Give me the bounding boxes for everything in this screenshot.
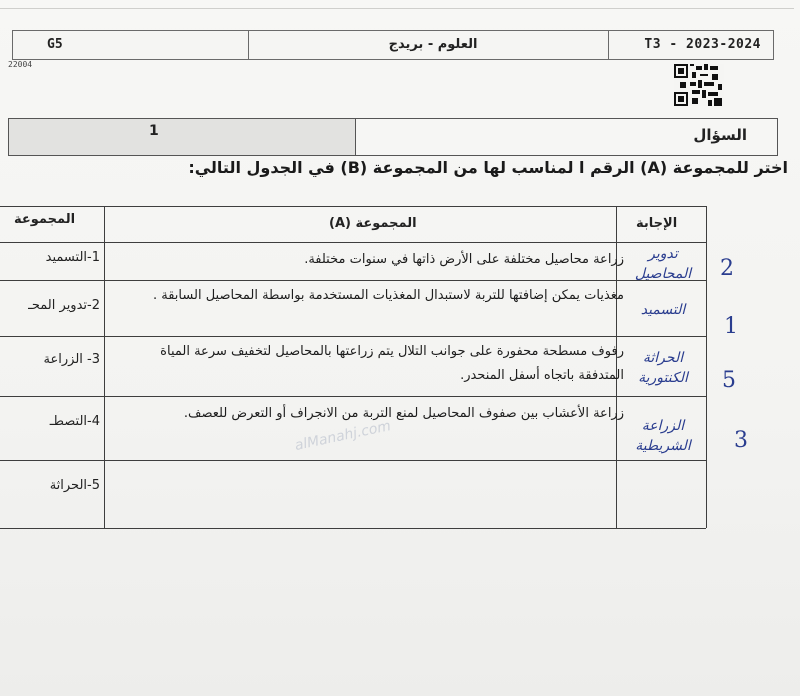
table-line xyxy=(0,460,706,461)
table-line xyxy=(104,206,105,528)
handwritten-answer: التسميد xyxy=(640,302,686,318)
header-divider xyxy=(248,31,249,59)
term-label: T3 - 2023-2024 xyxy=(644,37,761,52)
table-line xyxy=(0,396,706,397)
group-b-item: 3- الزراعة xyxy=(43,352,100,367)
group-b-item: 1-التسميد xyxy=(45,250,100,265)
table-line xyxy=(0,528,706,529)
group-a-item: مغذيات يمكن إضافتها للتربة لاستبدال المغذيات المستخدمة بواسطة المحاصيل السابقة . xyxy=(153,288,624,303)
handwritten-number: 5 xyxy=(722,368,736,393)
question-number: 1 xyxy=(149,123,159,139)
question-label: السؤال xyxy=(693,126,747,144)
header-divider xyxy=(608,31,609,59)
watermark: alManahj.com xyxy=(293,418,393,454)
group-a-item: رفوف مسطحة محفورة على جوانب التلال يتم زراعتها بالمحاصيل لتخفيف سرعة المياة المتدفقة باتجاه أسفل المنحدر. xyxy=(160,344,624,383)
exam-header xyxy=(12,30,774,60)
table-line xyxy=(0,336,706,337)
question-number-cell xyxy=(9,119,356,155)
group-b-item: 5-الحراثة xyxy=(49,478,100,493)
group-a-item: زراعة محاصيل مختلفة على الأرض ذاتها في سنوات مختلفة. xyxy=(304,252,624,267)
handwritten-answer: الحراثة الكنتورية xyxy=(638,350,688,386)
handwritten-number: 2 xyxy=(720,256,734,281)
handwritten-answer: تدوير المحاصيل xyxy=(634,246,692,282)
group-b-item: 2-تدوير المحـ xyxy=(28,298,100,313)
question-instruction: اختر للمجموعة (A) الرقم ا لمناسب لها من المجموعة (B) في الجدول التالي: xyxy=(188,158,788,177)
group-a-item: زراعة الأعشاب بين صفوف المحاصيل لمنع التربة من الانجراف أو التعرض للعصف. xyxy=(183,406,624,421)
grade-label: G5 xyxy=(47,37,63,52)
subject-label: العلوم - بريدج xyxy=(388,37,478,52)
question-header xyxy=(8,118,778,156)
column-header-group-b: المجموعة xyxy=(14,212,76,227)
table-line xyxy=(0,206,706,207)
handwritten-number: 1 xyxy=(724,314,738,339)
column-header-group-a: المجموعة (A) xyxy=(329,216,417,231)
matching-table xyxy=(0,206,794,536)
handwritten-number: 3 xyxy=(734,428,748,453)
handwritten-answer: الزراعة الشريطية xyxy=(635,418,691,454)
table-line xyxy=(0,280,706,281)
table-line xyxy=(0,242,706,243)
table-line xyxy=(706,206,707,528)
column-header-answer: الإجابة xyxy=(636,216,678,231)
document-code: 22004 xyxy=(8,60,33,69)
page-top-edge xyxy=(0,8,794,9)
qr-code-icon xyxy=(674,64,724,106)
group-b-item: 4-التصطـ xyxy=(49,414,100,429)
